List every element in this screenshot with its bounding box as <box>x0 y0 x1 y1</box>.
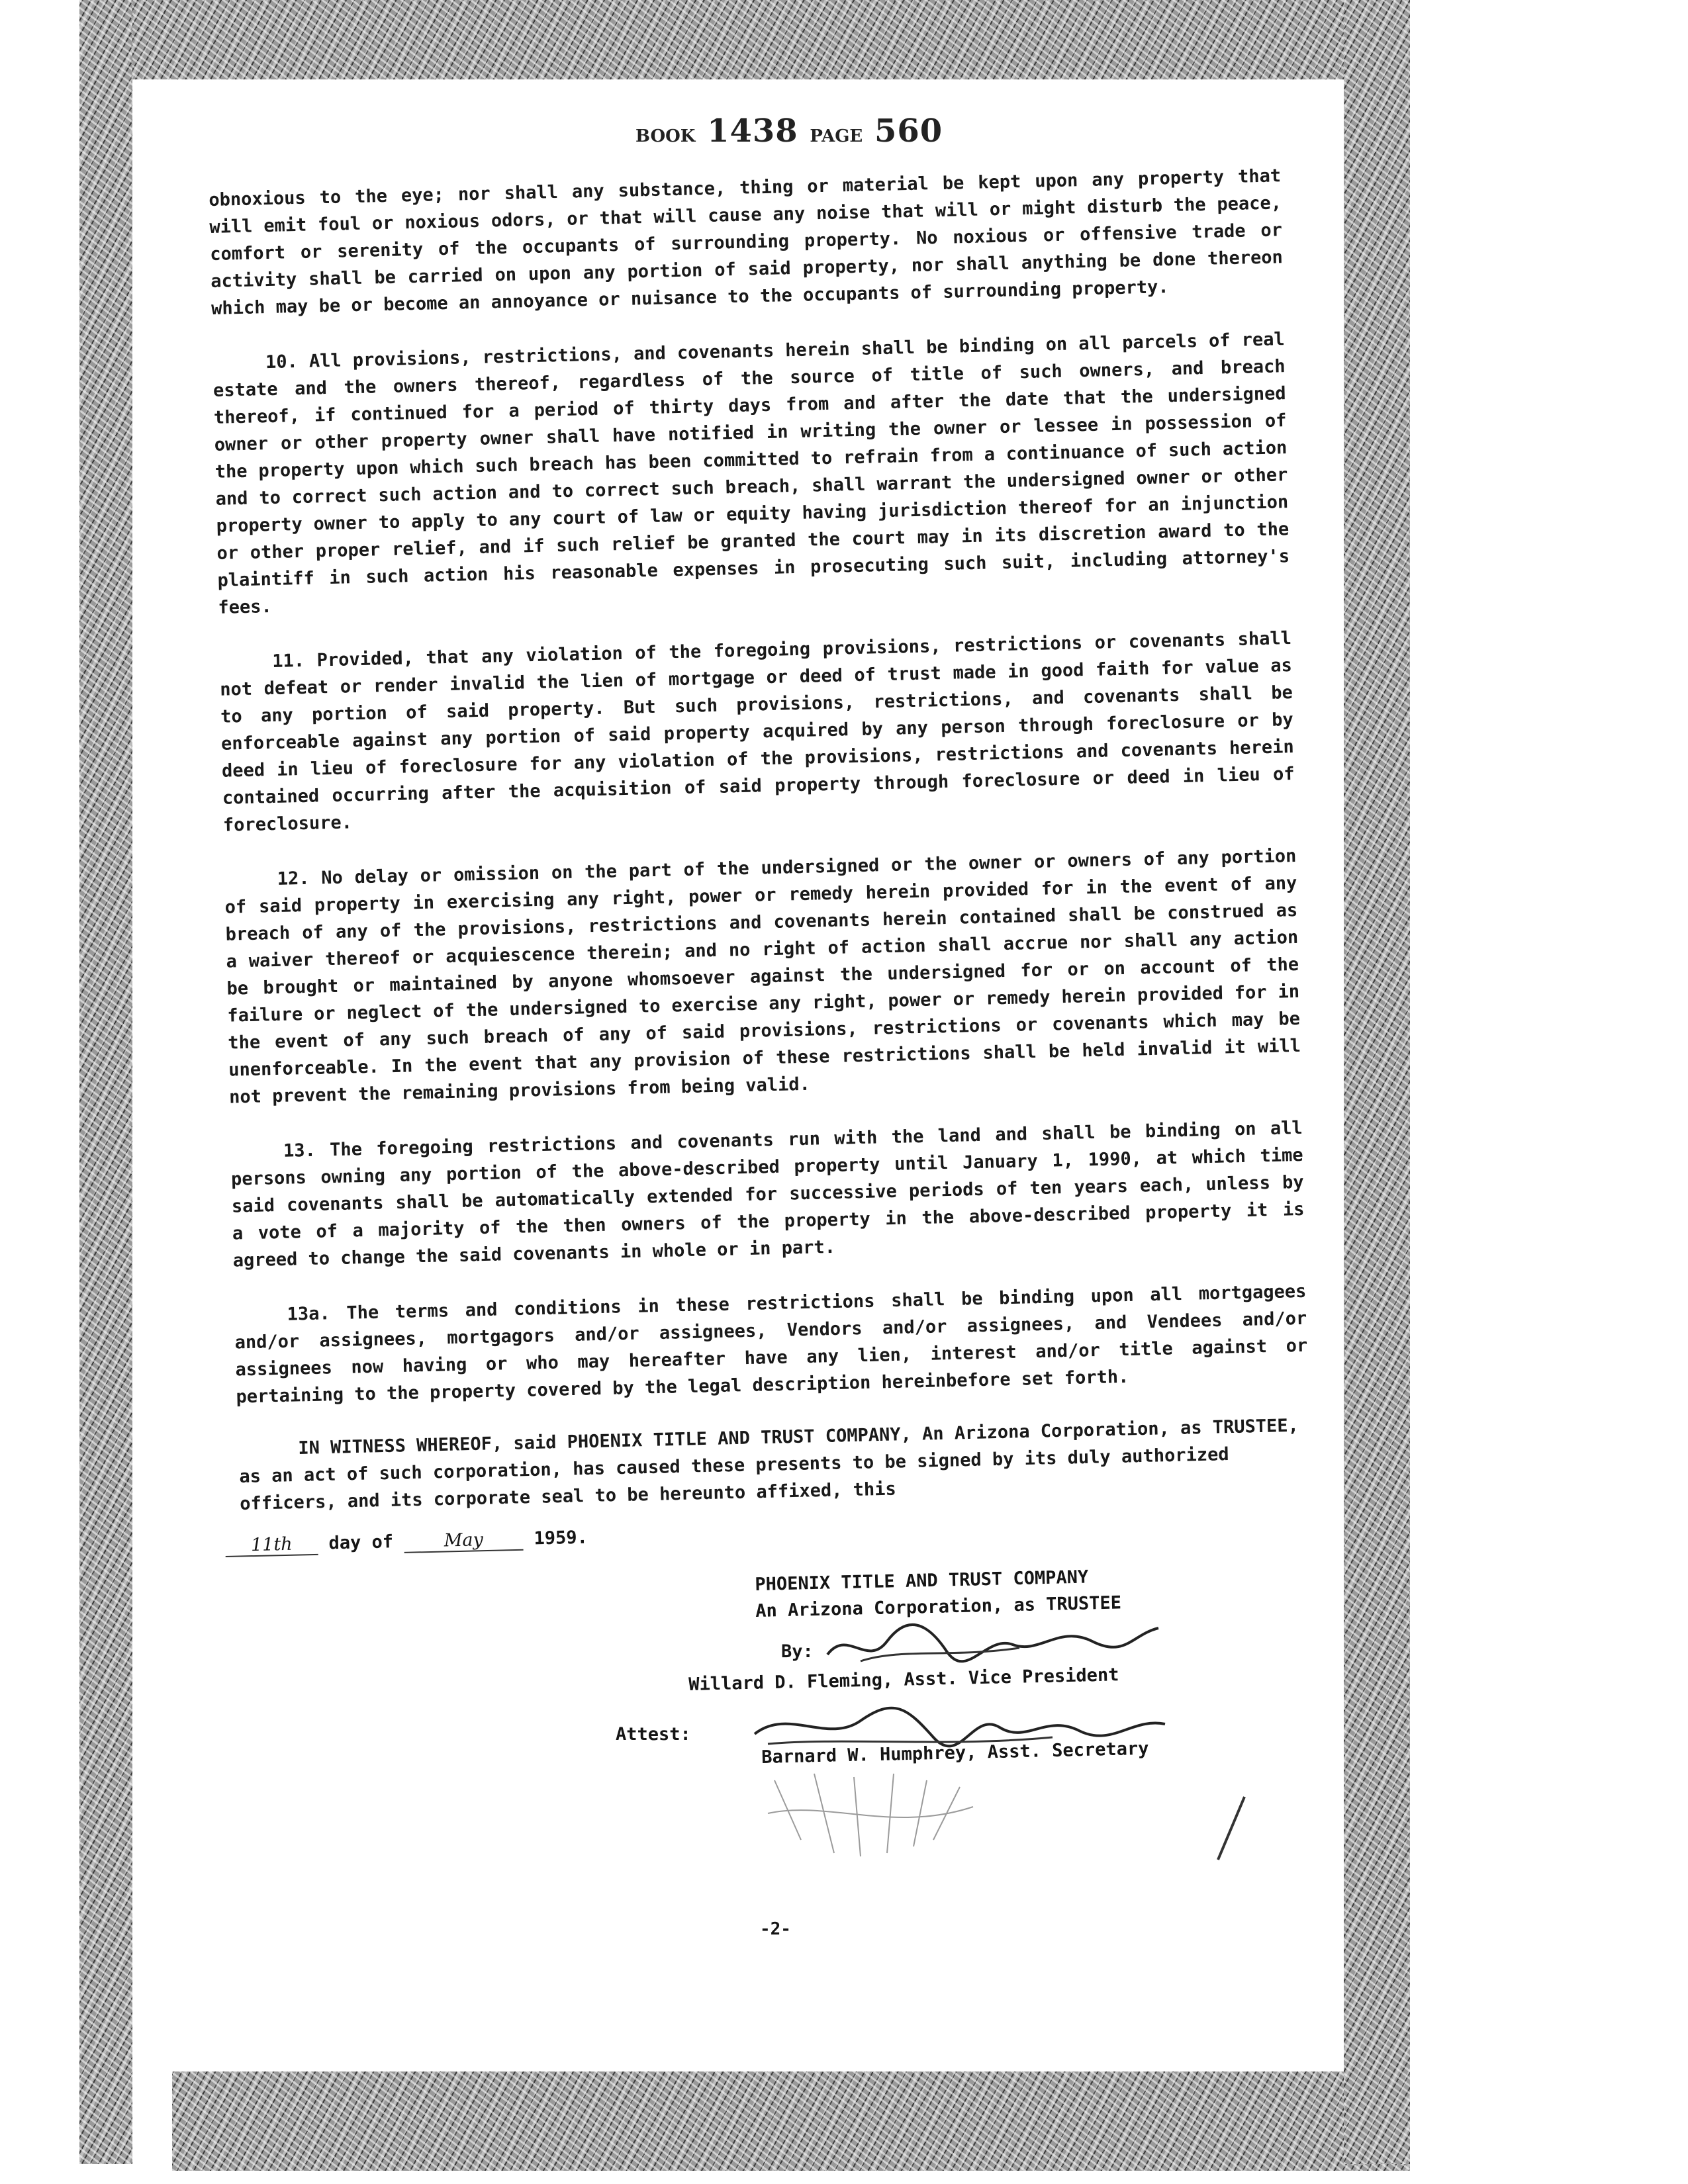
paragraph-10: 10. All provisions, restrictions, and covenants herein shall be binding on all parcels of real estate and the owners thereof, regardless of the source of title of such owners, and breach thereof, if continued for a period of thirty days from and after the date that the undersigned owner or other property owner shall have notified in writing the owner or lessee in possession of the property upon which such breach has been committed to refrain from a continuance of such action and to correct such action and to correct such breach, shall warrant the undersigned owner or other property owner to apply to any court of law or equity having jurisdiction thereof for an injunction or other proper relief, and if such relief be granted the court may in its discretion award to the plaintiff in such action his reasonable expenses in prosecuting such suit, including attorney's fees. <box>212 329 1290 618</box>
pen-mark <box>1211 1794 1251 1866</box>
day-value: 11th <box>225 1533 318 1557</box>
corporate-seal-impression <box>761 1760 980 1860</box>
scan-border-bottom <box>172 2071 1410 2171</box>
by-label: By: <box>781 1641 814 1662</box>
paragraph-12: 12. No delay or omission on the part of the undersigned or the owner or owners of any portion of said property in exercising any right, power or remedy herein provided for in the event of any breach of any of the provisions, restrictions and covenants herein contained shall be construed as a waiver thereof or acquiescence therein; and no right of action shall accrue nor shall any action be brought or maintained by anyone whomsoever against the undersigned for or on account of the failure or neglect of the undersigned to exercise any right, power or remedy herein provided for in the event of any such breach of any of said provisions, restrictions or covenants which may be unenforceable. In the event that any provision of these restrictions shall be held invalid it will not prevent the remaining provisions from being valid. <box>224 845 1301 1108</box>
month-value: May <box>404 1529 524 1553</box>
scan-border-top <box>79 0 1377 79</box>
book-label: BOOK <box>635 126 696 146</box>
year-value: 1959. <box>534 1527 588 1549</box>
restrictions-body <box>209 162 1309 1438</box>
book-number: 1438 <box>707 113 798 150</box>
page-footer-number: -2- <box>760 1919 791 1939</box>
attest-label: Attest: <box>616 1724 691 1745</box>
signer-1-name: Willard D. Fleming, Asst. Vice President <box>688 1664 1119 1695</box>
paragraph-9-continued: obnoxious to the eye; nor shall any substance, thing or material be kept upon any property that will emit foul or noxious odors, or that will cause any noise that will or might disturb the peace, comfort or serenity of the occupants of surrounding property. No noxious or offensive trade or activity shall be carried on upon any portion of said property, nor shall anything be done thereon which may be or become an annoyance or nuisance to the occupants of surrounding property. <box>209 165 1284 319</box>
page-label: PAGE <box>810 126 863 146</box>
page-number-stamp: 560 <box>874 113 943 150</box>
paragraph-13: 13. The foregoing restrictions and covenants run with the land and shall be binding on all persons owning any portion of the above-described property until January 1, 1990, at which time said covenants shall be automatically extended for successive periods of ten years each, unless by a vote of a majority of the then owners of the property in the above-described property it is agreed to change the said covenants in whole or in part. <box>230 1117 1305 1271</box>
scan-border-right <box>1344 0 1410 2164</box>
day-of-label: day of <box>328 1531 394 1554</box>
corporation-line: An Arizona Corporation, as TRUSTEE <box>755 1592 1122 1621</box>
witness-text: IN WITNESS WHEREOF, said PHOENIX TITLE AND TRUST COMPANY, An Arizona Corporation, as TRUSTEE, as an act of such corporation, has caused these presents to be signed by its duly authorized officers, and its corporate seal to be hereunto affixed, this <box>239 1415 1299 1514</box>
paragraph-11: 11. Provided, that any violation of the foregoing provisions, restrictions or covenants shall not defeat or render invalid the lien of mortgage or deed of trust made in good faith for value as to any portion of said property. But such provisions, restrictions, and covenants shall be enforceable against any portion of said property acquired by any person through foreclosure or by deed in lieu of foreclosure for any violation of the provisions, restrictions and covenants herein contained occurring after the acquisition of said property through foreclosure or deed in lieu of foreclosure. <box>219 628 1295 836</box>
scan-border-left <box>79 0 132 2164</box>
company-name: PHOENIX TITLE AND TRUST COMPANY <box>755 1567 1089 1595</box>
paragraph-13a: 13a. The terms and conditions in these restrictions shall be binding upon all mortgagees and/or assignees, mortgagors and/or assignees, Vendors and/or assignees, and Vendees and/or assignees now having or who may hereafter have any lien, interest and/or title against or pertaining to the property covered by the legal description hereinbefore set forth. <box>234 1281 1308 1408</box>
signer-2-name: Barnard W. Humphrey, Asst. Secretary <box>761 1738 1149 1768</box>
book-page-stamp <box>635 113 980 150</box>
